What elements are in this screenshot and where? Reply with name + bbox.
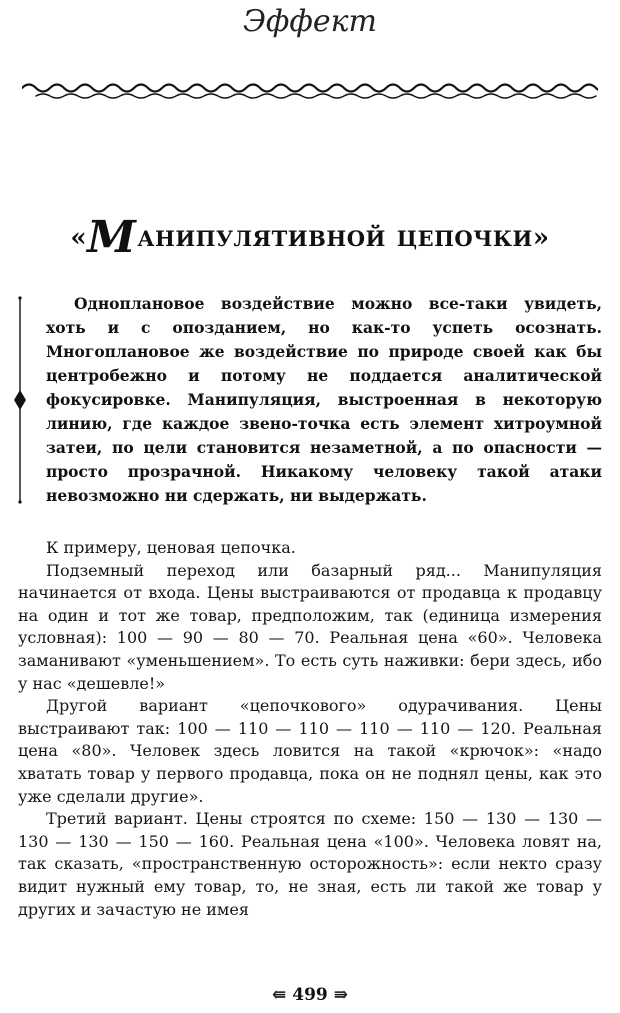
chapter-title-open-quote: « (70, 223, 88, 253)
chapter-title-text: анипулятивной цепочки (137, 219, 533, 254)
chapter-title (0, 212, 620, 263)
lead-paragraph: Одноплановое воздействие можно все-таки увидеть, хоть и с опозданием, но как-то успеть осознать. Многоплановое же воздействие по природе своей как бы центробежно и потому не поддается аналитической фокусировке. Манипуляция, выстроенная в некоторую линию, где каждое звено-точка есть элемент хитроумной затеи, по цели становится незаметной, а по опасности — просто прозрачной. Никакому человеку такой атаки невозможно ни сдержать, ни выдержать. (46, 294, 602, 505)
side-rule-ornament (10, 296, 30, 504)
page-footer (0, 985, 620, 1005)
chapter-title-initial: М (87, 212, 137, 263)
body-paragraph: Другой вариант «цепочкового» одурачивания. Цены выстраивают так: 100 — 110 — 110 — 110 — 110 — 120. Реальная цена «80». Человек здесь ловится на такой «крючок»: «надо хватать товар у первого продавца, пока он не поднял цены, как это уже сделали другие». (18, 696, 602, 806)
right-arrow-icon: ⇛ (333, 985, 348, 1005)
body-text (18, 537, 602, 921)
page-number: 499 (292, 985, 328, 1005)
running-head: Эффект (242, 4, 378, 39)
wave-divider-ornament (22, 74, 598, 110)
chapter-title-close-quote: » (532, 223, 550, 253)
body-paragraph: Третий вариант. Цены строятся по схеме: 150 — 130 — 130 — 130 — 130 — 150 — 160. Реальная цена «100». Человека ловят на, так сказать, «пространственную осторожность»: если некто сразу видит нужный ему товар, то, не зная, есть ли такой же товар у других и зачастую не имея (18, 809, 602, 919)
left-arrow-icon: ⇚ (272, 985, 287, 1005)
body-paragraph: К примеру, ценовая цепочка. (46, 538, 296, 557)
body-paragraph: Подземный переход или базарный ряд... Манипуляция начинается от входа. Цены выстраиваются от продавца к продавцу на один и тот же товар, предположим, так (единица измерения условная): 100 — 90 — 80 — 70. Реальная цена «60». Человека заманивают «уменьшением». То есть суть наживки: бери здесь, ибо у нас «дешевле!» (18, 560, 602, 693)
